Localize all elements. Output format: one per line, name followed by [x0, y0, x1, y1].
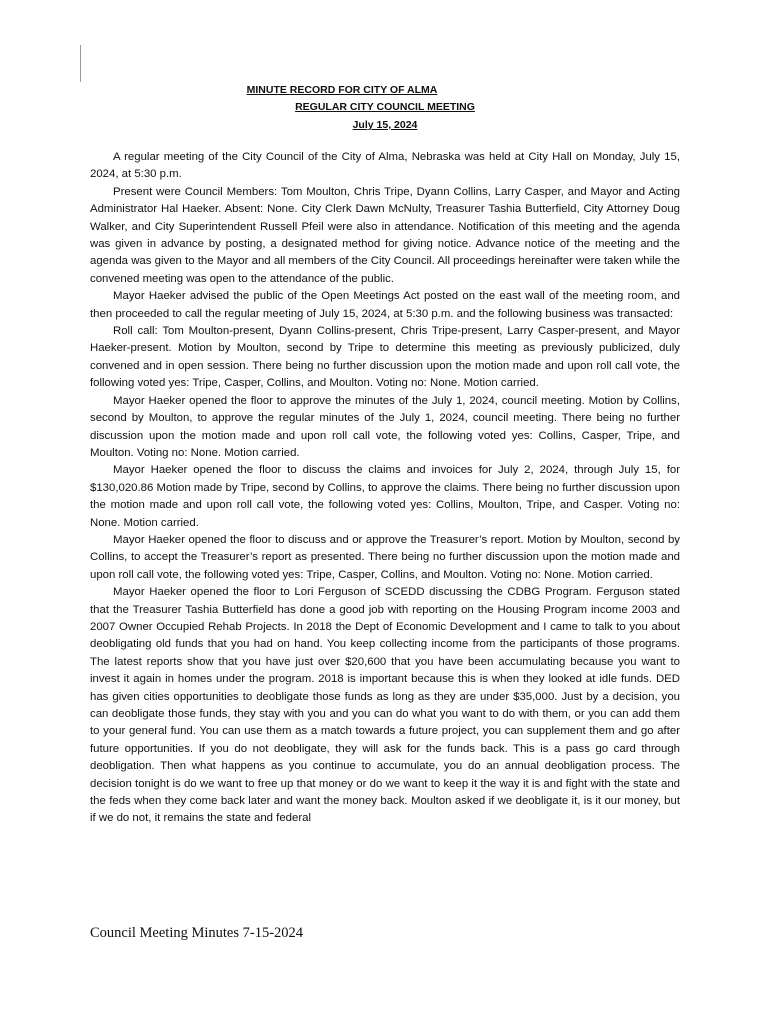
paragraph-roll-call: Roll call: Tom Moulton-present, Dyann Collins-present, Chris Tripe-present, Larry Casper-present, and Mayor Haeker-present. Motion by Moulton, second by Tripe to determine this meeting as previously publicized, duly convened and in open session. There being no further discussion upon the motion made and upon roll call vote, the following voted yes: Tripe, Casper, Collins, and Moulton. Voting no: None. Motion carried.: [90, 325, 680, 390]
paragraph-meeting-opening: A regular meeting of the City Council of the City of Alma, Nebraska was held at City Hall on Monday, July 15, 2024, at 5:30 p.m.: [90, 151, 680, 181]
document-subtitle: REGULAR CITY COUNCIL MEETING: [295, 101, 475, 113]
margin-marker: [80, 45, 81, 82]
paragraph-open-meetings-act: Mayor Haeker advised the public of the Open Meetings Act posted on the east wall of the meeting room, and then proceeded to call the regular meeting of July 15, 2024, at 5:30 p.m. and the following business was transacted:: [90, 290, 680, 320]
paragraph-attendance: Present were Council Members: Tom Moulton, Chris Tripe, Dyann Collins, Larry Casper, and Mayor and Acting Administrator Hal Haeker. Absent: None. City Clerk Dawn McNulty, Treasurer Tashia Butterfield, City Attorney Doug Walker, and City Superintendent Russell Pfeil were also in attendance. Notification of this meeting and the agenda was given in advance by posting, a designated method for giving notice. Advance notice of the meeting and the agenda was given to the Mayor and all members of the City Council. All proceedings hereinafter were taken while the convened meeting was open to the attendance of the public.: [90, 185, 680, 285]
paragraph-minutes-approval: Mayor Haeker opened the floor to approve the minutes of the July 1, 2024, council meeting. Motion by Collins, second by Moulton, to approve the regular minutes of the July 1, 2024, council meeting. There being no further discussion upon the motion made and upon roll call vote, the following voted yes: Collins, Casper, Tripe, and Moulton. Voting no: None. Motion carried.: [90, 394, 680, 459]
document-date: July 15, 2024: [352, 119, 418, 131]
paragraph-claims: Mayor Haeker opened the floor to discuss the claims and invoices for July 2, 2024, through July 15, for $130,020.86 Motion made by Tripe, second by Collins, to approve the claims. There being no further discussion upon the motion made and upon roll call vote, the following voted yes: Collins, Moulton, Tripe, and Casper. Voting no: None. Motion carried.: [90, 464, 680, 529]
page-footer: Council Meeting Minutes 7-15-2024: [90, 925, 304, 941]
minutes-body: [90, 149, 680, 828]
document-title: MINUTE RECORD FOR CITY OF ALMA: [246, 84, 438, 96]
paragraph-treasurer-report: Mayor Haeker opened the floor to discuss and or approve the Treasurer’s report. Motion by Moulton, second by Collins, to accept the Treasurer’s report as presented. There being no further discussion upon the motion made and upon roll call vote, the following voted yes: Tripe, Casper, Collins, and Moulton. Voting no: None. Motion carried.: [90, 533, 680, 581]
paragraph-cdbg-program: Mayor Haeker opened the floor to Lori Ferguson of SCEDD discussing the CDBG Program. Ferguson stated that the Treasurer Tashia Butterfield has done a good job with reporting on the Housing Program income 2003 and 2007 Owner Occupied Rehab Projects. In 2018 the Dept of Economic Development and I came to talk to you about deobligating old funds that you had on hand. You keep collecting income from the participants of those programs. The latest reports show that you have just over $20,600 that you have been accumulating because you want to invest it again in homes under the program. 2018 is important because this is when they looked at idle funds. DED has given cities opportunities to deobligate those funds as long as they are under $35,000. Just by a decision, you can deobligate those funds, they stay with you and you can do what you want to do with them, or you can add them to your general fund. You can use them as a match towards a future project, you can supplement them and go after future opportunities. If you do not deobligate, they will ask for the funds back. This is a pass go card through deobligation. Then what happens as you continue to accumulate, you do an annual deobligation process. The decision tonight is do we want to free up that money or do we want to keep it the way it is and fight with the state and the feds when they come back later and want the money back. Moulton asked if we deobligate it, is it our money, but if we do not, it remains the state and federal: [90, 586, 680, 825]
